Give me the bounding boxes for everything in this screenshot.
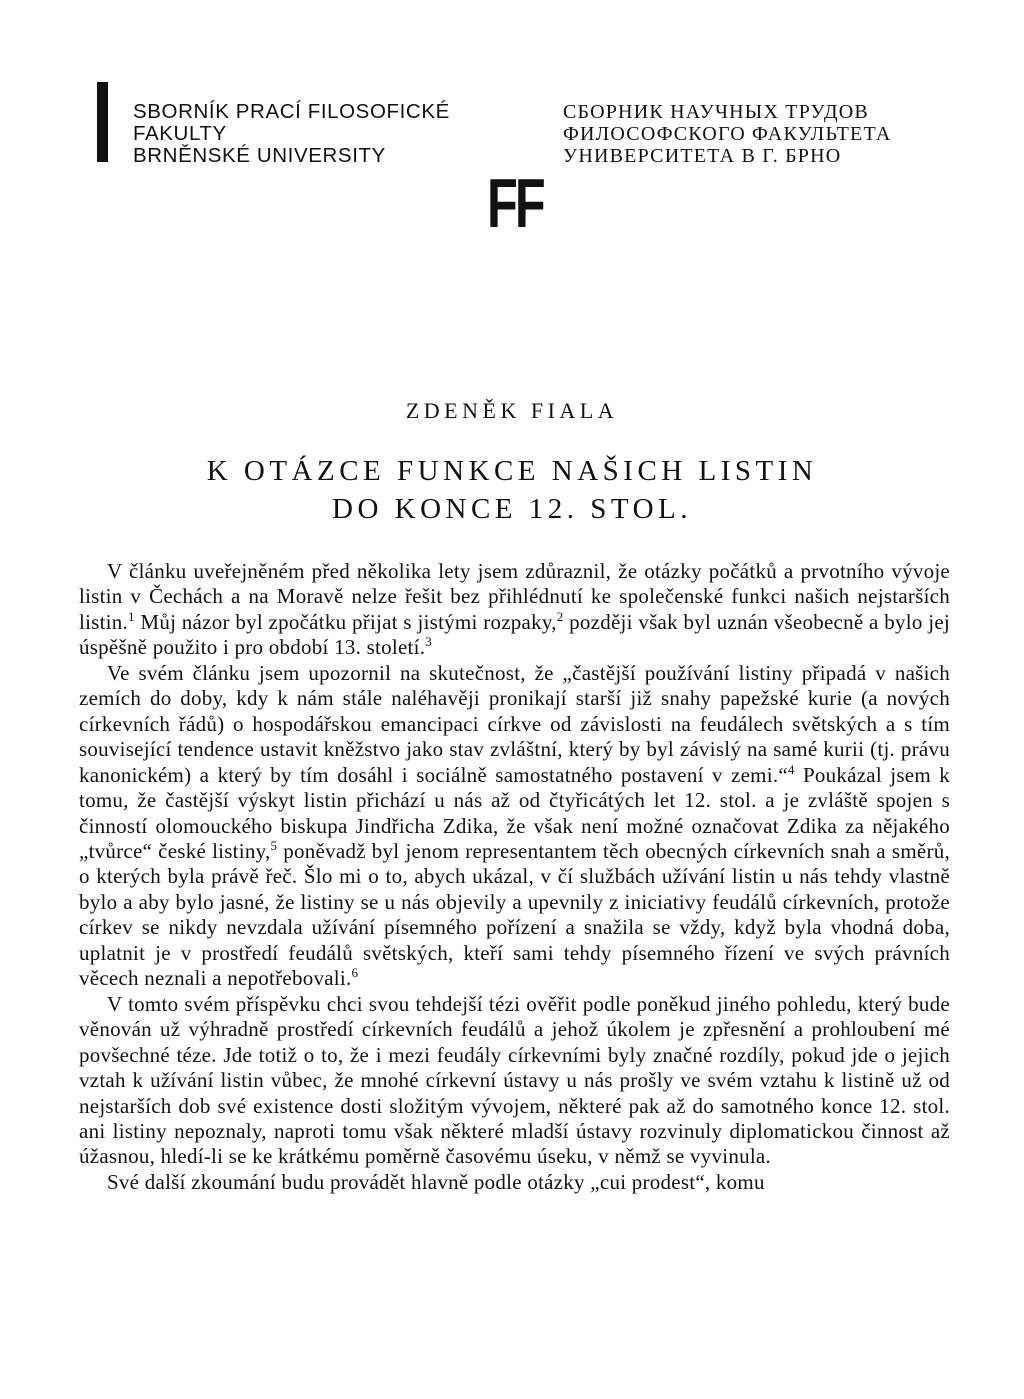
footnote-ref: 1 [128,608,135,624]
journal-name-russian-line: УНИВЕРСИТЕТА В Г. БРНО [563,145,842,167]
article-title [0,452,1024,528]
body-paragraph [79,661,950,992]
faculty-logo: FF [487,164,543,242]
journal-name-russian-line: СБОРНИК НАУЧНЫХ ТРУДОВ [563,101,869,123]
header-rule-bar [97,82,108,162]
paragraph-text: později však byl uznán všeobecně a bylo jej úspěšně použito i pro období 13. století. [79,609,950,660]
journal-name-czech-line: SBORNÍK PRACÍ FILOSOFICKÉ [133,100,450,123]
paragraph-text: poněvadž byl jenom representantem těch obecných církevních snah a směrů, o kterých byla právě řeč. Šlo mi o to, abych ukázal, v čí službách užívání listin u nás tehdy vlastně bylo a aby bylo jasné, že listiny se u nás objevily a upevnily z iniciativy feudálů církevních, protože církev se nikdy nevzdala užívání písemného pořízení a snažila se vždy, když byla vhodná doba, uplatnit je v prostředí feudálů světských, kteří sami tehdy písemného řízení ve svých právních věcech neznali a nepotřebovali. [79,838,950,991]
body-paragraph [79,1170,950,1195]
journal-name-russian [563,101,892,167]
body-paragraph [79,559,950,661]
article-title-line: DO KONCE 12. STOL. [332,493,692,525]
paragraph-text: Poukázal jsem k tomu, že častější výskyt listin přichází u nás až od čtyřicátých let 12. stol. a je zvláště spojen s činností olomouckého biskupa Jindřicha Zdika, že však není možné označovat Zdika za nějakého „tvůrce“ české listiny, [79,762,950,863]
article-title-line: K OTÁZCE FUNKCE NAŠICH LISTIN [206,455,818,487]
footnote-ref: 5 [270,837,278,853]
article-author: ZDENĚK FIALA [405,398,619,423]
body-paragraph [79,992,950,1170]
article-body [79,559,950,1195]
paragraph-text: Můj názor byl zpočátku přijat s jistými rozpaky, [134,609,557,634]
paragraph-text: Své další zkoumání budu provádět hlavně podle otázky „cui prodest“, komu [107,1169,765,1194]
paragraph-text: Ve svém článku jsem upozornil na skutečnost, že „častější používání listiny připadá v našich zemích do doby, kdy k nám stále naléhavěji pronikají starší již snahy papežské kurie (a nových církevních řádů) o hospodářskou emancipaci církve od závislosti na feudálech světských a s tím související tendence ustavit kněžstvo jako stav zvláštní, který by byl závislý na samé kurii (tj. právu kanonickém) a který by tím dosáhl i sociálně samostatného postavení v zemi.“ [79,660,950,787]
journal-name-czech-line: FAKULTY [133,122,227,145]
journal-name-russian-line: ФИЛОСОФСКОГО ФАКУЛЬТЕТА [563,123,892,145]
footnote-ref: 4 [787,761,795,777]
footnote-ref: 3 [425,634,432,650]
journal-name-czech-line: BRNĚNSKÉ UNIVERSITY [133,144,386,167]
footnote-ref: 2 [556,608,564,624]
paragraph-text: V tomto svém příspěvku chci svou tehdejší tézi ověřit podle poněkud jiného pohledu, který bude věnován už výhradně prostředí církevních feudálů a jehož úkolem je zpřesnění a prohloubení mé povšechné téze. Jde totiž o to, že i mezi feudály církevními byly značné rozdíly, pokud jde o jejich vztah k užívání listin vůbec, že mnohé církevní ústavy u nás prošly ve svém vztahu k listině už od nejstarších dob své existence dosti složitým vývojem, některé pak až do samotného konce 12. stol. ani listiny nepoznaly, naproti tomu však některé mladší ústavy rozvinuly diplomatickou činnost až úžasnou, hledí-li se ke krátkému poměrně časovému úseku, v němž se vyvinula. [79,991,950,1169]
journal-name-czech [133,101,450,167]
footnote-ref: 6 [351,965,359,981]
paragraph-text: V článku uveřejněném před několika lety jsem zdůraznil, že otázky počátků a prvotního vývoje listin v Čechách a na Moravě nelze řešit bez přihlédnutí ke společenské funkci našich nejstarších listin. [79,559,950,634]
